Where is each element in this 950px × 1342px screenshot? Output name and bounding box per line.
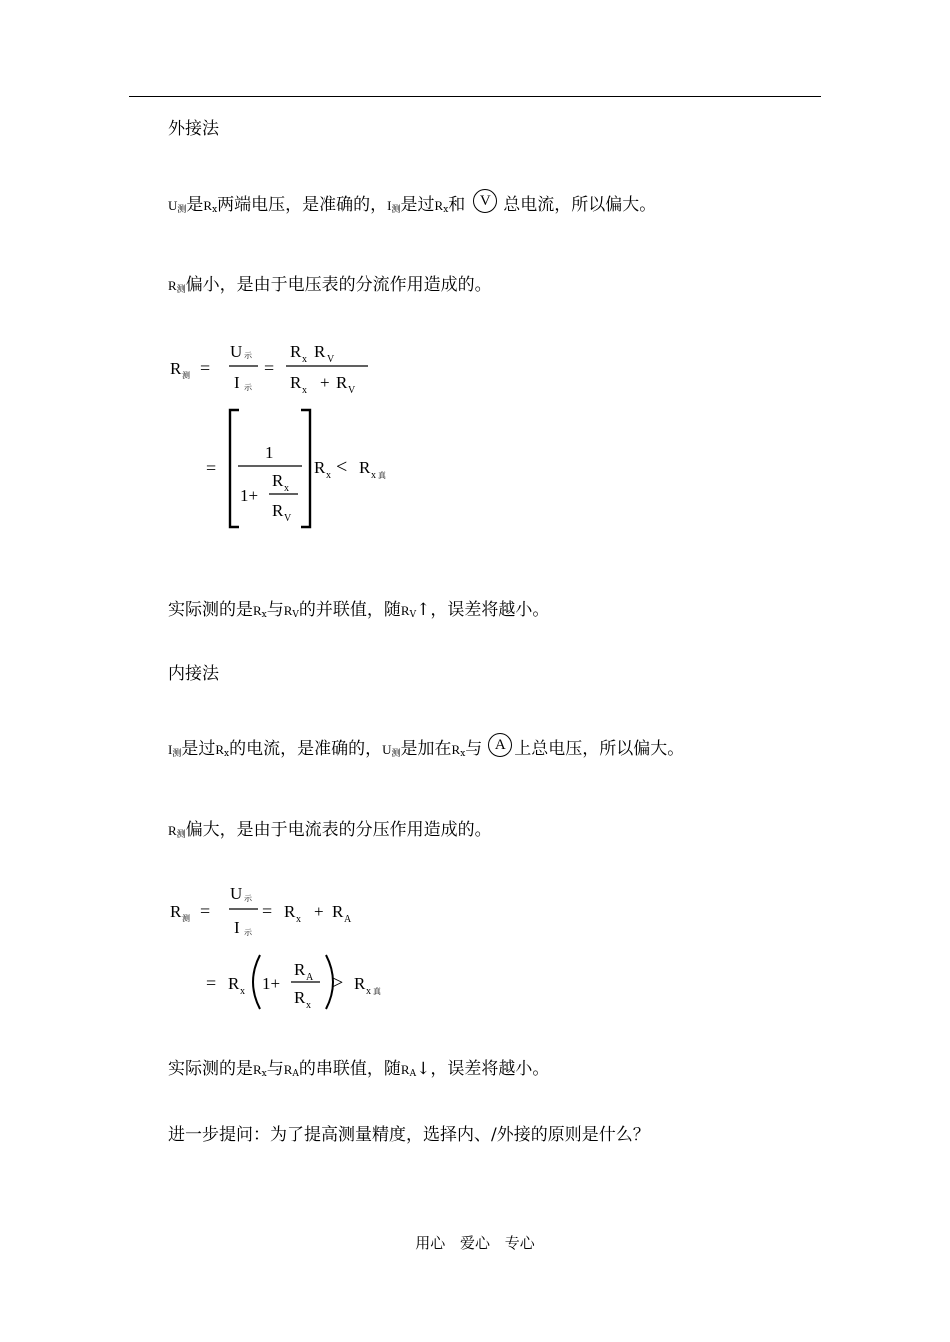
f2-R1: R <box>272 471 284 490</box>
g1-x: x <box>296 914 301 925</box>
f1-plus: + <box>320 373 330 392</box>
g2-gt: > <box>332 972 344 994</box>
f1-x1: x <box>302 354 307 365</box>
question-line: 进一步提问：为了提高测量精度，选择内、/外接的原则是什么？ <box>168 1125 650 1145</box>
inner-line-2: $R_测$偏大，是由于电流表的分压作用造成的。 <box>168 820 492 840</box>
g2-true: 真 <box>373 987 381 996</box>
g1-eq2: = <box>262 901 273 921</box>
f1-R3: R <box>314 342 326 361</box>
inner-line-1: $I_测$是过$R_x$的电流，是准确的，$U_测$是加在$R_x$与 A 上总电压，所以偏大。 <box>168 733 684 766</box>
g2-A: A <box>306 972 314 983</box>
f2-x3: x <box>371 470 376 481</box>
g1-I: I <box>234 918 240 937</box>
f2-onep: 1+ <box>240 486 259 505</box>
header-rule <box>129 96 821 97</box>
f2-R3: R <box>314 458 326 477</box>
g1-meas: 测 <box>182 914 190 923</box>
f1-V2: V <box>348 385 356 396</box>
g2-x3: x <box>366 986 371 997</box>
g2-eq: = <box>206 973 217 993</box>
g1-show1: 示 <box>244 894 252 903</box>
footer-item-3: 专心 <box>504 1234 535 1252</box>
g2-onep: 1+ <box>262 974 281 993</box>
f1-eq2: = <box>264 358 275 378</box>
g2-x2: x <box>306 1000 311 1011</box>
f2-left-bracket <box>230 410 239 527</box>
g2-R3: R <box>294 988 306 1007</box>
f1-R2: R <box>290 342 302 361</box>
ammeter-icon: A <box>488 733 512 757</box>
f1-meas: 测 <box>182 371 190 380</box>
g2-R4: R <box>354 974 366 993</box>
f1-x2: x <box>302 385 307 396</box>
g1-plus: + <box>314 902 324 921</box>
f1-V1: V <box>327 354 335 365</box>
g2-R2: R <box>294 960 306 979</box>
f2-V: V <box>284 513 292 524</box>
heading-outer: 外接法 <box>168 119 219 139</box>
f2-x2: x <box>326 470 331 481</box>
g1-R: R <box>170 902 182 921</box>
f2-right-bracket <box>301 410 310 527</box>
f1-I: I <box>234 373 240 392</box>
inner-line-3: 实际测的是$R_x$与$R_A$的串联值，随$R_A↓$，误差将越小。 <box>168 1059 550 1079</box>
footer-item-2: 爱心 <box>459 1234 490 1252</box>
f2-R4: R <box>359 458 371 477</box>
f2-R2: R <box>272 501 284 520</box>
g1-eq1: = <box>200 901 211 921</box>
g2-left-paren <box>253 955 260 1009</box>
f2-one: 1 <box>265 443 274 462</box>
g1-U: U <box>230 884 243 903</box>
f1-R5: R <box>336 373 348 392</box>
f1-eq1: = <box>200 358 211 378</box>
f2-lt: < <box>336 456 348 478</box>
g1-R3: R <box>332 902 344 921</box>
g1-show2: 示 <box>244 928 252 937</box>
inner-formula <box>150 875 410 1020</box>
f1-show1: 示 <box>244 351 252 360</box>
g1-R2: R <box>284 902 296 921</box>
f2-true: 真 <box>378 471 386 480</box>
outer-line-1: $U_测$是$R_x$两端电压，是准确的，$I_测$是过$R_x$和 V 总电流，所以偏大。 <box>168 189 656 222</box>
footer-item-1: 用心 <box>415 1234 446 1252</box>
outer-line-3: 实际测的是$R_x$与$R_V$的并联值，随$R_V↑$，误差将越小。 <box>168 600 550 620</box>
g2-x1: x <box>240 986 245 997</box>
outer-formula <box>150 330 410 535</box>
f1-R: R <box>170 359 182 378</box>
g1-A: A <box>344 914 352 925</box>
f2-eq: = <box>206 458 217 478</box>
f1-U: U <box>230 342 243 361</box>
page-footer <box>0 1232 950 1253</box>
f1-show2: 示 <box>244 383 252 392</box>
f1-R4: R <box>290 373 302 392</box>
g2-R1: R <box>228 974 240 993</box>
heading-inner: 内接法 <box>168 664 219 684</box>
f2-x1: x <box>284 483 289 494</box>
outer-line-2: $R_测$偏小，是由于电压表的分流作用造成的。 <box>168 275 492 295</box>
voltmeter-icon: V <box>473 189 497 213</box>
